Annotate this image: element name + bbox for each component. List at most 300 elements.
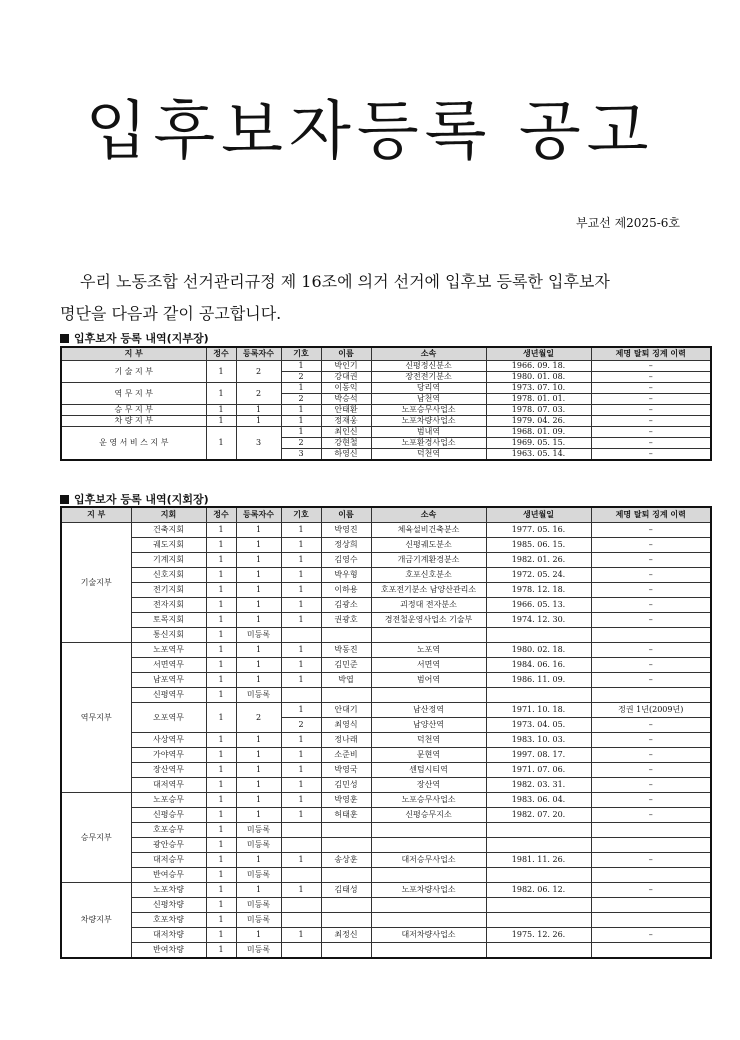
chapter-cell: 가야역무 — [131, 748, 206, 763]
history-cell: – — [591, 372, 711, 383]
history-cell — [591, 913, 711, 928]
birthdate-cell: 1973. 07. 10. — [486, 383, 591, 394]
affiliation-cell: 노포차량사업소 — [371, 883, 486, 898]
table-row — [61, 808, 711, 823]
intro-line-1: 우리 노동조합 선거관리규정 제 16조에 의거 선거에 입후보 등록한 입후보자 — [80, 272, 610, 291]
history-cell — [591, 838, 711, 853]
number-cell: 2 — [281, 394, 321, 405]
affiliation-cell — [371, 628, 486, 643]
history-cell: – — [591, 568, 711, 583]
count-cell: 1 — [236, 793, 281, 808]
section2-heading — [60, 491, 209, 507]
number-cell: 1 — [281, 673, 321, 688]
history-cell: – — [591, 538, 711, 553]
number-cell: 1 — [281, 643, 321, 658]
affiliation-cell: 남천역 — [371, 394, 486, 405]
number-cell: 3 — [281, 449, 321, 461]
table-row — [61, 883, 711, 898]
affiliation-cell: 괴정대 전자분소 — [371, 598, 486, 613]
affiliation-cell: 신평정신분소 — [371, 361, 486, 372]
number-cell: 1 — [281, 383, 321, 394]
table-row — [61, 427, 711, 438]
branch-cell: 차 량 지 부 — [61, 416, 206, 427]
birthdate-cell: 1982. 03. 31. — [486, 778, 591, 793]
history-cell: – — [591, 928, 711, 943]
birthdate-cell — [486, 913, 591, 928]
table-row — [61, 568, 711, 583]
history-cell: – — [591, 383, 711, 394]
name-cell: 박승석 — [321, 394, 371, 405]
chapter-cell: 신평승무 — [131, 808, 206, 823]
count-cell: 1 — [236, 928, 281, 943]
birthdate-cell: 1984. 06. 16. — [486, 658, 591, 673]
column-header: 지 부 — [61, 507, 131, 523]
count-cell: 2 — [236, 361, 281, 383]
branch-cell: 역 무 지 부 — [61, 383, 206, 405]
name-cell: 박엽 — [321, 673, 371, 688]
name-cell: 김민성 — [321, 778, 371, 793]
count-cell: 1 — [236, 598, 281, 613]
affiliation-cell: 남산정역 — [371, 703, 486, 718]
birthdate-cell — [486, 943, 591, 959]
chapter-cell: 호포승무 — [131, 823, 206, 838]
table-row — [61, 928, 711, 943]
number-cell — [281, 838, 321, 853]
name-cell: 최정신 — [321, 928, 371, 943]
birthdate-cell: 1973. 04. 05. — [486, 718, 591, 733]
affiliation-cell: 덕천역 — [371, 449, 486, 461]
quota-cell: 1 — [206, 928, 236, 943]
affiliation-cell: 장전전기분소 — [371, 372, 486, 383]
history-cell: – — [591, 449, 711, 461]
square-bullet-icon — [60, 334, 69, 343]
column-header: 기호 — [281, 507, 321, 523]
name-cell: 이동익 — [321, 383, 371, 394]
quota-cell: 1 — [206, 361, 236, 383]
affiliation-cell: 신평궤도분소 — [371, 538, 486, 553]
quota-cell: 1 — [206, 808, 236, 823]
table-row — [61, 613, 711, 628]
birthdate-cell: 1981. 11. 26. — [486, 853, 591, 868]
column-header: 정수 — [206, 507, 236, 523]
history-cell: – — [591, 673, 711, 688]
name-cell: 박인기 — [321, 361, 371, 372]
number-cell: 1 — [281, 538, 321, 553]
chapter-cell: 신호지회 — [131, 568, 206, 583]
chapter-cell: 남포역무 — [131, 673, 206, 688]
chapter-cell: 신평역무 — [131, 688, 206, 703]
number-cell — [281, 823, 321, 838]
quota-cell: 1 — [206, 628, 236, 643]
count-cell: 1 — [236, 553, 281, 568]
quota-cell: 1 — [206, 868, 236, 883]
birthdate-cell — [486, 823, 591, 838]
quota-cell: 1 — [206, 523, 236, 538]
number-cell: 1 — [281, 808, 321, 823]
document-number: 부교선 제2025-6호 — [575, 216, 680, 230]
table-row — [61, 853, 711, 868]
birthdate-cell: 1980. 01. 08. — [486, 372, 591, 383]
name-cell: 정나래 — [321, 733, 371, 748]
quota-cell: 1 — [206, 427, 236, 461]
number-cell: 1 — [281, 928, 321, 943]
table-row — [61, 703, 711, 718]
table-row — [61, 688, 711, 703]
affiliation-cell: 노포환경사업소 — [371, 438, 486, 449]
chapter-cell: 호포차량 — [131, 913, 206, 928]
name-cell: 하영신 — [321, 449, 371, 461]
branch-cell: 승 무 지 부 — [61, 405, 206, 416]
table-row — [61, 658, 711, 673]
affiliation-cell: 서면역 — [371, 658, 486, 673]
birthdate-cell — [486, 868, 591, 883]
name-cell: 안태환 — [321, 405, 371, 416]
quota-cell: 1 — [206, 763, 236, 778]
table-row — [61, 778, 711, 793]
intro-line-2: 명단을 다음과 같이 공고합니다. — [60, 304, 282, 323]
table-row — [61, 673, 711, 688]
count-cell: 미등록 — [236, 943, 281, 959]
history-cell: – — [591, 598, 711, 613]
history-cell: – — [591, 643, 711, 658]
name-cell: 강현철 — [321, 438, 371, 449]
column-header: 소속 — [371, 507, 486, 523]
number-cell: 2 — [281, 372, 321, 383]
birthdate-cell: 1971. 10. 18. — [486, 703, 591, 718]
history-cell: – — [591, 553, 711, 568]
history-cell: – — [591, 583, 711, 598]
birthdate-cell: 1963. 05. 14. — [486, 449, 591, 461]
history-cell — [591, 898, 711, 913]
name-cell: 박동진 — [321, 643, 371, 658]
chapter-cell: 전자지회 — [131, 598, 206, 613]
name-cell: 최인신 — [321, 427, 371, 438]
name-cell — [321, 823, 371, 838]
number-cell: 1 — [281, 853, 321, 868]
branch-cell: 기 술 지 부 — [61, 361, 206, 383]
affiliation-cell: 당리역 — [371, 383, 486, 394]
column-header: 지회 — [131, 507, 206, 523]
affiliation-cell: 남양산역 — [371, 718, 486, 733]
chapter-cell: 궤도지회 — [131, 538, 206, 553]
chapter-cell: 노포차량 — [131, 883, 206, 898]
table-row — [61, 383, 711, 394]
table-row — [61, 361, 711, 372]
chapter-cell: 광안승무 — [131, 838, 206, 853]
history-cell: 정권 1년(2009년) — [591, 703, 711, 718]
birthdate-cell: 1986. 11. 09. — [486, 673, 591, 688]
quota-cell: 1 — [206, 688, 236, 703]
affiliation-cell: 범어역 — [371, 673, 486, 688]
affiliation-cell: 호포신호분소 — [371, 568, 486, 583]
birthdate-cell: 1982. 01. 26. — [486, 553, 591, 568]
table-row — [61, 898, 711, 913]
quota-cell: 1 — [206, 838, 236, 853]
chapter-cell: 대저차량 — [131, 928, 206, 943]
affiliation-cell: 경전철운영사업소 기술부 — [371, 613, 486, 628]
number-cell: 1 — [281, 763, 321, 778]
number-cell: 1 — [281, 793, 321, 808]
quota-cell: 1 — [206, 416, 236, 427]
number-cell: 1 — [281, 553, 321, 568]
history-cell: – — [591, 523, 711, 538]
table-row — [61, 943, 711, 959]
name-cell: 강대권 — [321, 372, 371, 383]
name-cell: 박영진 — [321, 523, 371, 538]
name-cell — [321, 913, 371, 928]
section2-heading-text: 입후보자 등록 내역(지회장) — [74, 493, 209, 506]
quota-cell: 1 — [206, 383, 236, 405]
chapter-cell: 기계지회 — [131, 553, 206, 568]
history-cell — [591, 868, 711, 883]
quota-cell: 1 — [206, 643, 236, 658]
quota-cell: 1 — [206, 748, 236, 763]
birthdate-cell — [486, 838, 591, 853]
name-cell — [321, 838, 371, 853]
affiliation-cell: 노포승무사업소 — [371, 405, 486, 416]
count-cell: 미등록 — [236, 913, 281, 928]
branch-cell: 기술지부 — [61, 523, 131, 643]
chapter-cell: 통신지회 — [131, 628, 206, 643]
birthdate-cell: 1997. 08. 17. — [486, 748, 591, 763]
table-row — [61, 733, 711, 748]
name-cell: 정상희 — [321, 538, 371, 553]
column-header: 기호 — [281, 347, 321, 361]
count-cell: 1 — [236, 643, 281, 658]
count-cell: 1 — [236, 808, 281, 823]
number-cell: 1 — [281, 361, 321, 372]
table-row — [61, 823, 711, 838]
birthdate-cell: 1975. 12. 26. — [486, 928, 591, 943]
number-cell: 1 — [281, 658, 321, 673]
history-cell: – — [591, 778, 711, 793]
affiliation-cell: 덕천역 — [371, 733, 486, 748]
number-cell: 1 — [281, 883, 321, 898]
quota-cell: 1 — [206, 538, 236, 553]
table-row — [61, 643, 711, 658]
history-cell: – — [591, 883, 711, 898]
chapter-cell: 건축지회 — [131, 523, 206, 538]
number-cell: 1 — [281, 523, 321, 538]
affiliation-cell: 노포승무사업소 — [371, 793, 486, 808]
birthdate-cell: 1982. 07. 20. — [486, 808, 591, 823]
page-title: 입후보자등록 공고 — [85, 95, 655, 169]
square-bullet-icon — [60, 495, 69, 504]
table-row — [61, 763, 711, 778]
name-cell: 안대기 — [321, 703, 371, 718]
history-cell: – — [591, 793, 711, 808]
column-header: 생년월일 — [486, 507, 591, 523]
quota-cell: 1 — [206, 883, 236, 898]
quota-cell: 1 — [206, 778, 236, 793]
number-cell: 1 — [281, 427, 321, 438]
quota-cell: 1 — [206, 733, 236, 748]
table-row — [61, 538, 711, 553]
chapter-cell: 대저역무 — [131, 778, 206, 793]
birthdate-cell: 1979. 04. 26. — [486, 416, 591, 427]
chapter-cell: 토목지회 — [131, 613, 206, 628]
birthdate-cell — [486, 628, 591, 643]
number-cell: 2 — [281, 438, 321, 449]
history-cell: – — [591, 438, 711, 449]
history-cell: – — [591, 658, 711, 673]
count-cell: 미등록 — [236, 688, 281, 703]
affiliation-cell — [371, 898, 486, 913]
table-row — [61, 553, 711, 568]
history-cell — [591, 943, 711, 959]
chapter-cell: 장산역무 — [131, 763, 206, 778]
birthdate-cell: 1966. 05. 13. — [486, 598, 591, 613]
quota-cell: 1 — [206, 658, 236, 673]
history-cell: – — [591, 808, 711, 823]
count-cell: 1 — [236, 883, 281, 898]
quota-cell: 1 — [206, 553, 236, 568]
name-cell: 김민준 — [321, 658, 371, 673]
column-header: 제명 탈퇴 징계 이력 — [591, 347, 711, 361]
affiliation-cell — [371, 823, 486, 838]
name-cell: 김영수 — [321, 553, 371, 568]
birthdate-cell: 1983. 06. 04. — [486, 793, 591, 808]
count-cell: 미등록 — [236, 823, 281, 838]
birthdate-cell: 1968. 01. 09. — [486, 427, 591, 438]
chapter-cell: 오포역무 — [131, 703, 206, 733]
history-cell: – — [591, 394, 711, 405]
affiliation-cell: 노포차량사업소 — [371, 416, 486, 427]
number-cell: 1 — [281, 598, 321, 613]
quota-cell: 1 — [206, 793, 236, 808]
count-cell: 미등록 — [236, 898, 281, 913]
number-cell: 1 — [281, 583, 321, 598]
table-row — [61, 523, 711, 538]
history-cell — [591, 688, 711, 703]
column-header: 지 부 — [61, 347, 206, 361]
chapter-cell: 노포역무 — [131, 643, 206, 658]
affiliation-cell — [371, 838, 486, 853]
history-cell: – — [591, 613, 711, 628]
number-cell: 1 — [281, 613, 321, 628]
birthdate-cell: 1972. 05. 24. — [486, 568, 591, 583]
number-cell — [281, 943, 321, 959]
affiliation-cell: 개금기계환경분소 — [371, 553, 486, 568]
quota-cell: 1 — [206, 703, 236, 733]
table-row — [61, 748, 711, 763]
affiliation-cell: 호포전기분소 남양산관리소 — [371, 583, 486, 598]
name-cell — [321, 868, 371, 883]
table-row — [61, 913, 711, 928]
count-cell: 1 — [236, 853, 281, 868]
count-cell: 1 — [236, 613, 281, 628]
history-cell: – — [591, 405, 711, 416]
name-cell — [321, 628, 371, 643]
chapter-cell: 사상역무 — [131, 733, 206, 748]
table-row — [61, 416, 711, 427]
name-cell: 최영식 — [321, 718, 371, 733]
birthdate-cell: 1983. 10. 03. — [486, 733, 591, 748]
chapter-cell: 서면역무 — [131, 658, 206, 673]
birthdate-cell: 1966. 09. 18. — [486, 361, 591, 372]
column-header: 생년월일 — [486, 347, 591, 361]
section1-heading — [60, 330, 209, 346]
section1-heading-text: 입후보자 등록 내역(지부장) — [74, 332, 209, 345]
table-row — [61, 868, 711, 883]
count-cell: 1 — [236, 748, 281, 763]
name-cell — [321, 943, 371, 959]
number-cell — [281, 913, 321, 928]
quota-cell: 1 — [206, 898, 236, 913]
quota-cell: 1 — [206, 598, 236, 613]
history-cell: – — [591, 718, 711, 733]
count-cell: 1 — [236, 763, 281, 778]
branch-cell: 차량지부 — [61, 883, 131, 959]
history-cell: – — [591, 748, 711, 763]
birthdate-cell — [486, 688, 591, 703]
birthdate-cell: 1978. 01. 01. — [486, 394, 591, 405]
birthdate-cell: 1980. 02. 18. — [486, 643, 591, 658]
count-cell: 1 — [236, 405, 281, 416]
affiliation-cell: 대저승무사업소 — [371, 853, 486, 868]
name-cell: 박우형 — [321, 568, 371, 583]
count-cell: 1 — [236, 658, 281, 673]
name-cell: 권광호 — [321, 613, 371, 628]
name-cell: 송상훈 — [321, 853, 371, 868]
count-cell: 1 — [236, 673, 281, 688]
affiliation-cell: 문현역 — [371, 748, 486, 763]
birthdate-cell: 1978. 07. 03. — [486, 405, 591, 416]
number-cell — [281, 868, 321, 883]
quota-cell: 1 — [206, 583, 236, 598]
quota-cell: 1 — [206, 405, 236, 416]
number-cell: 1 — [281, 416, 321, 427]
branch-cell: 역무지부 — [61, 643, 131, 793]
table-row — [61, 838, 711, 853]
count-cell: 3 — [236, 427, 281, 461]
count-cell: 1 — [236, 416, 281, 427]
intro-paragraph — [60, 266, 680, 330]
count-cell: 미등록 — [236, 628, 281, 643]
quota-cell: 1 — [206, 613, 236, 628]
count-cell: 2 — [236, 703, 281, 733]
chapter-cell: 신평차량 — [131, 898, 206, 913]
column-header: 소속 — [371, 347, 486, 361]
affiliation-cell: 범내역 — [371, 427, 486, 438]
name-cell — [321, 898, 371, 913]
history-cell: – — [591, 361, 711, 372]
affiliation-cell: 신평승무지소 — [371, 808, 486, 823]
chapter-leader-table — [60, 506, 712, 959]
quota-cell: 1 — [206, 568, 236, 583]
history-cell: – — [591, 427, 711, 438]
number-cell: 1 — [281, 748, 321, 763]
quota-cell: 1 — [206, 673, 236, 688]
name-cell — [321, 688, 371, 703]
name-cell: 박영훈 — [321, 793, 371, 808]
branch-leader-table — [60, 346, 712, 461]
affiliation-cell: 센텀시티역 — [371, 763, 486, 778]
name-cell: 박영국 — [321, 763, 371, 778]
name-cell: 소준비 — [321, 748, 371, 763]
birthdate-cell: 1982. 06. 12. — [486, 883, 591, 898]
table-row — [61, 405, 711, 416]
birthdate-cell: 1985. 06. 15. — [486, 538, 591, 553]
column-header: 제명 탈퇴 징계 이력 — [591, 507, 711, 523]
column-header: 등록자수 — [236, 347, 281, 361]
number-cell — [281, 688, 321, 703]
number-cell: 1 — [281, 405, 321, 416]
history-cell: – — [591, 416, 711, 427]
affiliation-cell: 장산역 — [371, 778, 486, 793]
column-header: 정수 — [206, 347, 236, 361]
number-cell: 1 — [281, 778, 321, 793]
